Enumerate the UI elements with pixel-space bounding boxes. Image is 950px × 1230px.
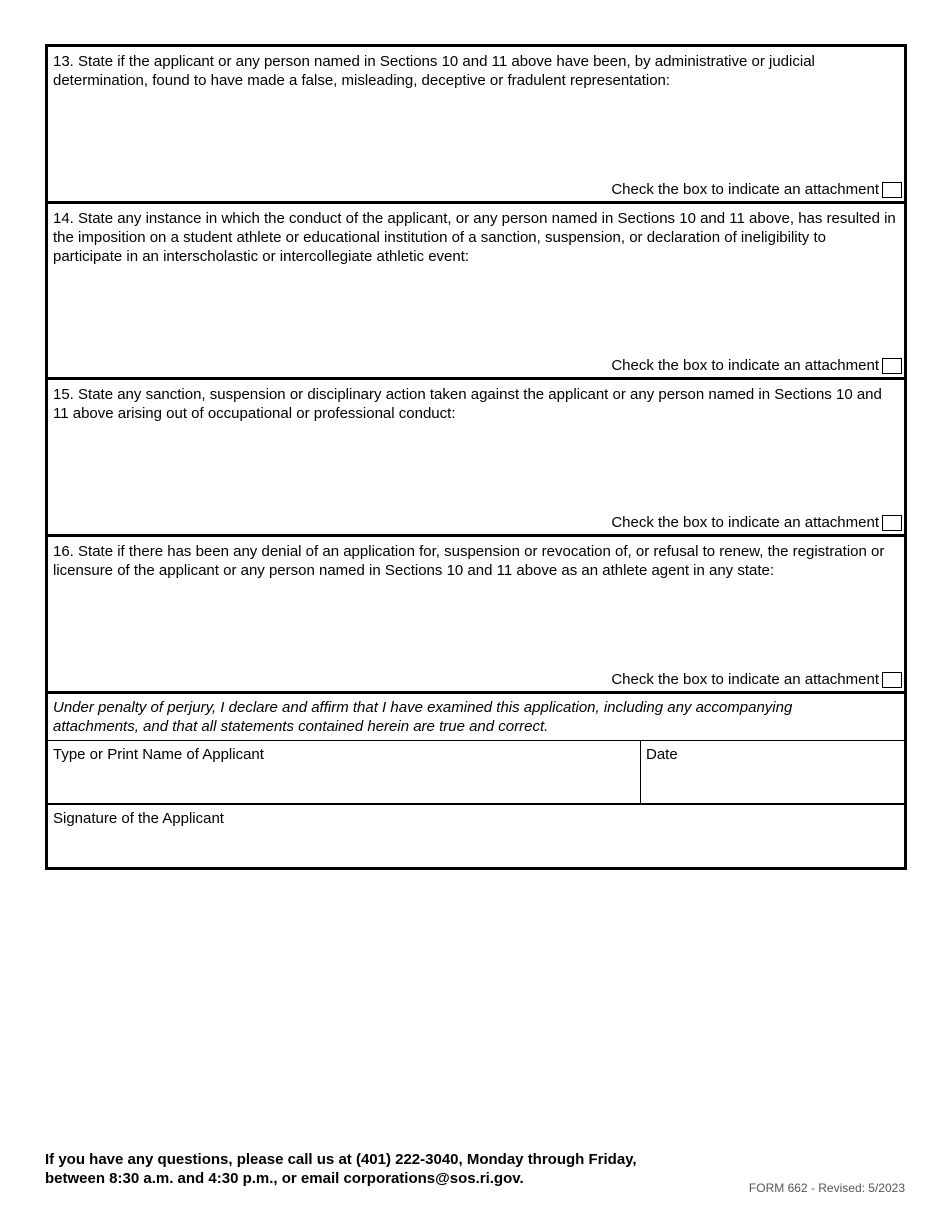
application-form <box>45 44 907 870</box>
section-16-attachment <box>611 670 902 689</box>
section-13-attachment <box>611 180 902 199</box>
section-16-attachment-checkbox[interactable] <box>882 672 902 688</box>
section-15-question: 15. State any sanction, suspension or disciplinary action taken against the applicant or any person named in Sections 10 and 11 above arising out of occupational or professional conduct: <box>53 386 882 422</box>
section-15-attachment-label: Check the box to indicate an attachment <box>611 514 879 531</box>
section-16-attachment-label: Check the box to indicate an attachment <box>611 671 879 688</box>
section-14-attachment-label: Check the box to indicate an attachment <box>611 357 879 374</box>
section-13-attachment-checkbox[interactable] <box>882 182 902 198</box>
section-15-attachment <box>611 513 902 532</box>
signature-field[interactable] <box>48 805 904 867</box>
section-13-attachment-label: Check the box to indicate an attachment <box>611 181 879 198</box>
contact-line-2: between 8:30 a.m. and 4:30 p.m., or email corporations@sos.ri.gov. <box>45 1170 524 1187</box>
contact-line-1: If you have any questions, please call us at (401) 222-3040, Monday through Friday, <box>45 1151 637 1168</box>
section-13 <box>48 47 904 204</box>
section-13-question: 13. State if the applicant or any person named in Sections 10 and 11 above have been, by administrative or judicial determination, found to have made a false, misleading, deceptive or fradulent representation: <box>53 53 815 89</box>
declaration-text: Under penalty of perjury, I declare and affirm that I have examined this application, including any accompanying attachments, and that all statements contained herein are true and correct. <box>53 699 793 735</box>
date-field[interactable] <box>641 741 904 803</box>
section-14 <box>48 204 904 380</box>
name-date-row <box>48 741 904 805</box>
applicant-name-field[interactable] <box>48 741 641 803</box>
section-14-attachment <box>611 356 902 375</box>
perjury-declaration <box>48 694 904 741</box>
form-revision: FORM 662 - Revised: 5/2023 <box>748 1181 905 1195</box>
date-label: Date <box>646 746 678 763</box>
section-15-attachment-checkbox[interactable] <box>882 515 902 531</box>
section-16 <box>48 537 904 694</box>
section-14-attachment-checkbox[interactable] <box>882 358 902 374</box>
section-14-question: 14. State any instance in which the conduct of the applicant, or any person named in Sections 10 and 11 above, has resulted in the imposition on a student athlete or educational institution of a sanction, suspension, or declaration of ineligibility to participate in an interscholastic or intercollegiate athletic event: <box>53 210 896 265</box>
signature-row <box>48 805 904 867</box>
section-16-question: 16. State if there has been any denial of an application for, suspension or revocation of, or refusal to renew, the registration or licensure of the applicant or any person named in Sections 10 and 11 above as an athlete agent in any state: <box>53 543 885 579</box>
signature-label: Signature of the Applicant <box>53 810 224 827</box>
contact-info <box>45 1150 637 1188</box>
section-15 <box>48 380 904 537</box>
applicant-name-label: Type or Print Name of Applicant <box>53 746 264 763</box>
